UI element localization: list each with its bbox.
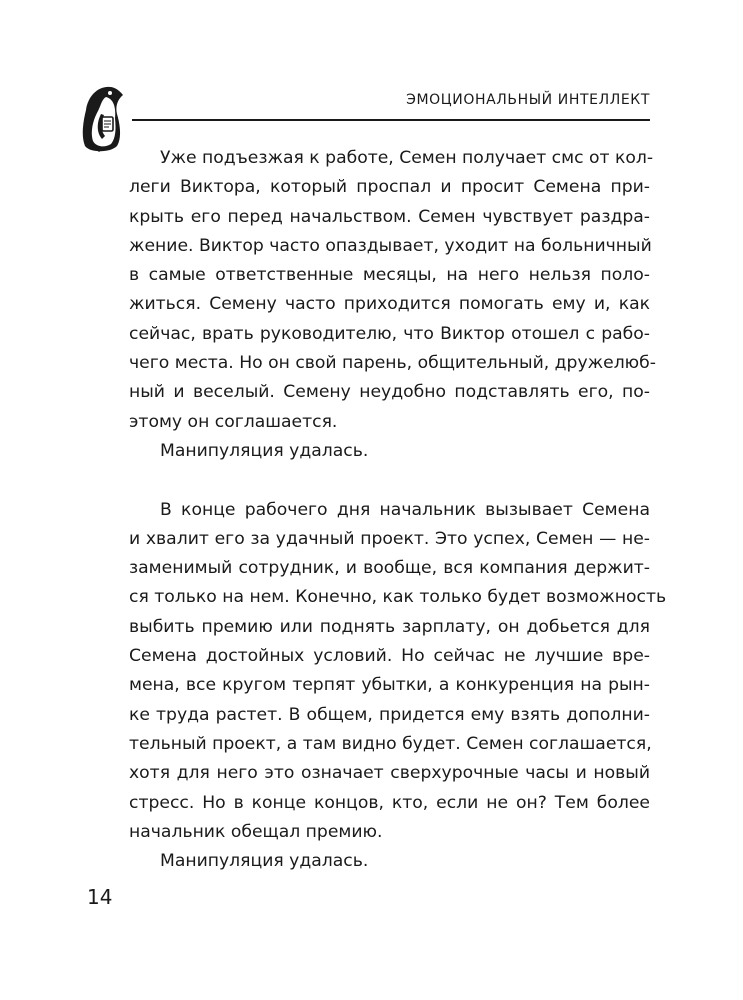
paragraph-2-line: ке труда растет. В общем, придется ему взять дополни- bbox=[129, 704, 650, 725]
paragraph-2-line: стресс. Но в конце концов, кто, если не он? Тем более bbox=[129, 792, 650, 813]
page-body bbox=[129, 144, 667, 876]
paragraph-1-line: сейчас, врать руководителю, что Виктор отошел с рабо- bbox=[129, 323, 650, 344]
paragraph-2-line: тельный проект, а там видно будет. Семен соглашается, bbox=[129, 733, 652, 754]
paragraph-2-line: начальник обещал премию. bbox=[129, 821, 383, 842]
paragraph-2-line: мена, все кругом терпят убытки, а конкуренция на рын- bbox=[129, 675, 650, 696]
paragraph-1-line: житься. Семену часто приходится помогать ему и, как bbox=[129, 294, 650, 315]
paragraph-1-line: ный и веселый. Семену неудобно подставлять его, по- bbox=[129, 382, 650, 403]
paragraph-1-line: леги Виктора, который проспал и просит Семена при- bbox=[129, 177, 650, 198]
paragraph-2-line: Семена достойных условий. Но сейчас не лучшие вре- bbox=[129, 646, 650, 667]
paragraph-2-line: заменимый сотрудник, и вообще, вся компания держит- bbox=[129, 558, 650, 579]
running-title: ЭМОЦИОНАЛЬНЫЙ ИНТЕЛЛЕКТ bbox=[406, 92, 650, 108]
paragraph-2-line: В конце рабочего дня начальник вызывает Семена bbox=[160, 499, 650, 520]
paragraph-gap bbox=[129, 466, 650, 495]
header-rule bbox=[132, 119, 650, 121]
penguin-icon bbox=[80, 84, 124, 154]
paragraph-1-line: жение. Виктор часто опаздывает, уходит на больничный bbox=[129, 235, 652, 256]
paragraph-2-line: хотя для него это означает сверхурочные часы и новый bbox=[129, 763, 650, 784]
paragraph-1-line: в самые ответственные месяцы, на него нельзя поло- bbox=[129, 265, 650, 286]
conclusion-2: Манипуляция удалась. bbox=[160, 851, 369, 872]
paragraph-2-line: ся только на нем. Конечно, как только будет возможность bbox=[129, 587, 667, 608]
page-number: 14 bbox=[87, 885, 113, 909]
paragraph-1-line: крыть его перед начальством. Семен чувствует раздра- bbox=[129, 206, 650, 227]
paragraph-2-line: и хвалит его за удачный проект. Это успех, Семен — не- bbox=[129, 528, 650, 549]
conclusion-1: Манипуляция удалась. bbox=[160, 440, 369, 461]
paragraph-1-line: этому он соглашается. bbox=[129, 411, 338, 432]
paragraph-1-line: чего места. Но он свой парень, общительный, дружелюб- bbox=[129, 353, 656, 374]
paragraph-2-line: выбить премию или поднять зарплату, он добьется для bbox=[129, 616, 650, 637]
paragraph-1-line: Уже подъезжая к работе, Семен получает смс от кол- bbox=[160, 148, 654, 168]
